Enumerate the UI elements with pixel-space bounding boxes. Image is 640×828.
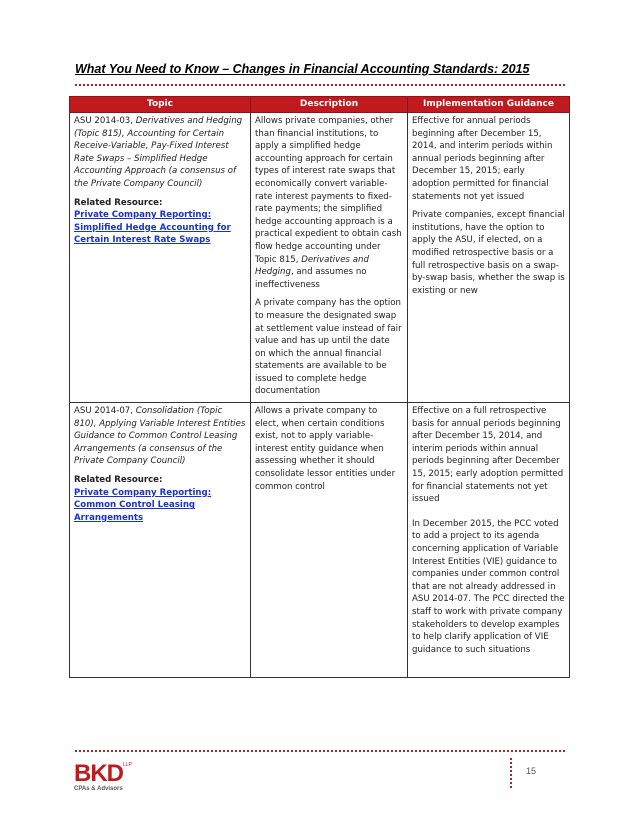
topic-cell	[70, 403, 251, 678]
column-header-implementation: Implementation Guidance	[408, 97, 570, 113]
table-header-row	[70, 97, 570, 113]
asu-number: ASU 2014-07,	[74, 406, 136, 417]
implementation-cell	[408, 403, 570, 678]
asu-number: ASU 2014-03,	[74, 116, 136, 126]
implementation-cell	[408, 113, 570, 403]
description-italic: Derivatives and Hedging	[255, 254, 369, 278]
topic-text	[74, 115, 246, 191]
description-text: Allows private companies, other than financial institutions, to apply a simplified hedge accounting approach for certain types of interest rate swaps that economically convert variable-rate interest payments to fixed-rate payments; the simplified hedge accounting approach is a practical expedient to obtain cash flow hedge accounting under Topic 815,	[255, 116, 402, 265]
table-row	[70, 113, 570, 403]
standards-table	[69, 96, 570, 678]
column-header-topic: Topic	[70, 97, 251, 113]
description-paragraph: A private company has the option to measure the designated swap at settlement value instead of fair value and has up until the date on which the annual financial statements are available to be issued to complete hedge documentation	[255, 298, 402, 397]
column-header-description: Description	[251, 97, 408, 113]
topic-cell	[70, 113, 251, 403]
title-divider	[75, 84, 565, 86]
implementation-paragraph: Effective on a full retrospective basis for annual periods beginning after December 15, 2014, and interim periods within annual periods beginning after December 15, 2015; early adoption permitted for financial statements not yet issued	[412, 406, 564, 505]
related-resource-label: Related Resource:	[74, 475, 163, 486]
related-resource-label: Related Resource:	[74, 197, 163, 208]
description-paragraph: Allows a private company to elect, when certain conditions exist, not to apply variable-interest entity guidance when assessing whether it should consolidate lessor entities under common control	[255, 406, 396, 492]
implementation-paragraph: Private companies, except financial institutions, have the option to apply the ASU, if elected, on a modified retrospective basis or a full retrospective basis on a swap-by-swap basis, whether the swap is existing or new	[412, 210, 565, 296]
table-row	[70, 403, 570, 678]
description-cell	[251, 113, 408, 403]
asu-title: Derivatives and Hedging (Topic 815), Accounting for Certain Receive-Variable, Pay-Fixed Interest Rate Swaps – Simplified Hedge Accounting Approach (a consensus of the Private Company Council)	[74, 116, 243, 189]
implementation-paragraph: Effective for annual periods beginning after December 15, 2014, and interim periods within annual periods beginning after December 15, 2015; early adoption permitted for financial statements not yet issued	[412, 116, 553, 202]
related-resource-link[interactable]: Private Company Reporting: Common Control Leasing Arrangements	[74, 487, 212, 523]
logo-wordmark: BKD	[74, 760, 123, 787]
topic-text	[74, 405, 246, 468]
description-paragraph	[255, 115, 403, 291]
bkd-logo	[74, 762, 132, 792]
footer-vertical-divider	[510, 758, 512, 788]
logo-tagline: CPAs & Advisors	[74, 786, 123, 792]
description-text-end: , and assumes no ineffectiveness	[255, 267, 367, 290]
description-cell	[251, 403, 408, 678]
implementation-paragraph: In December 2015, the PCC voted to add a project to its agenda concerning application of Variable Interest Entities (VIE) guidance to companies under common control that are not already addressed in ASU 2014-07. The PCC directed the staff to work with private company stakeholders to develop examples to help clarify application of VIE guidance to such situations	[412, 518, 565, 655]
asu-title: Consolidation (Topic 810), Applying Variable Interest Entities Guidance to Common Control Leasing Arrangements (a consensus of the Private Company Council)	[74, 406, 246, 467]
footer-divider	[75, 750, 565, 752]
related-resource-link[interactable]: Private Company Reporting: Simplified Hedge Accounting for Certain Interest Rate Swaps	[74, 210, 231, 246]
page-title: What You Need to Know – Changes in Financial Accounting Standards: 2015	[75, 62, 530, 76]
logo-suffix: LLP	[123, 762, 132, 768]
page-number: 15	[526, 766, 537, 776]
